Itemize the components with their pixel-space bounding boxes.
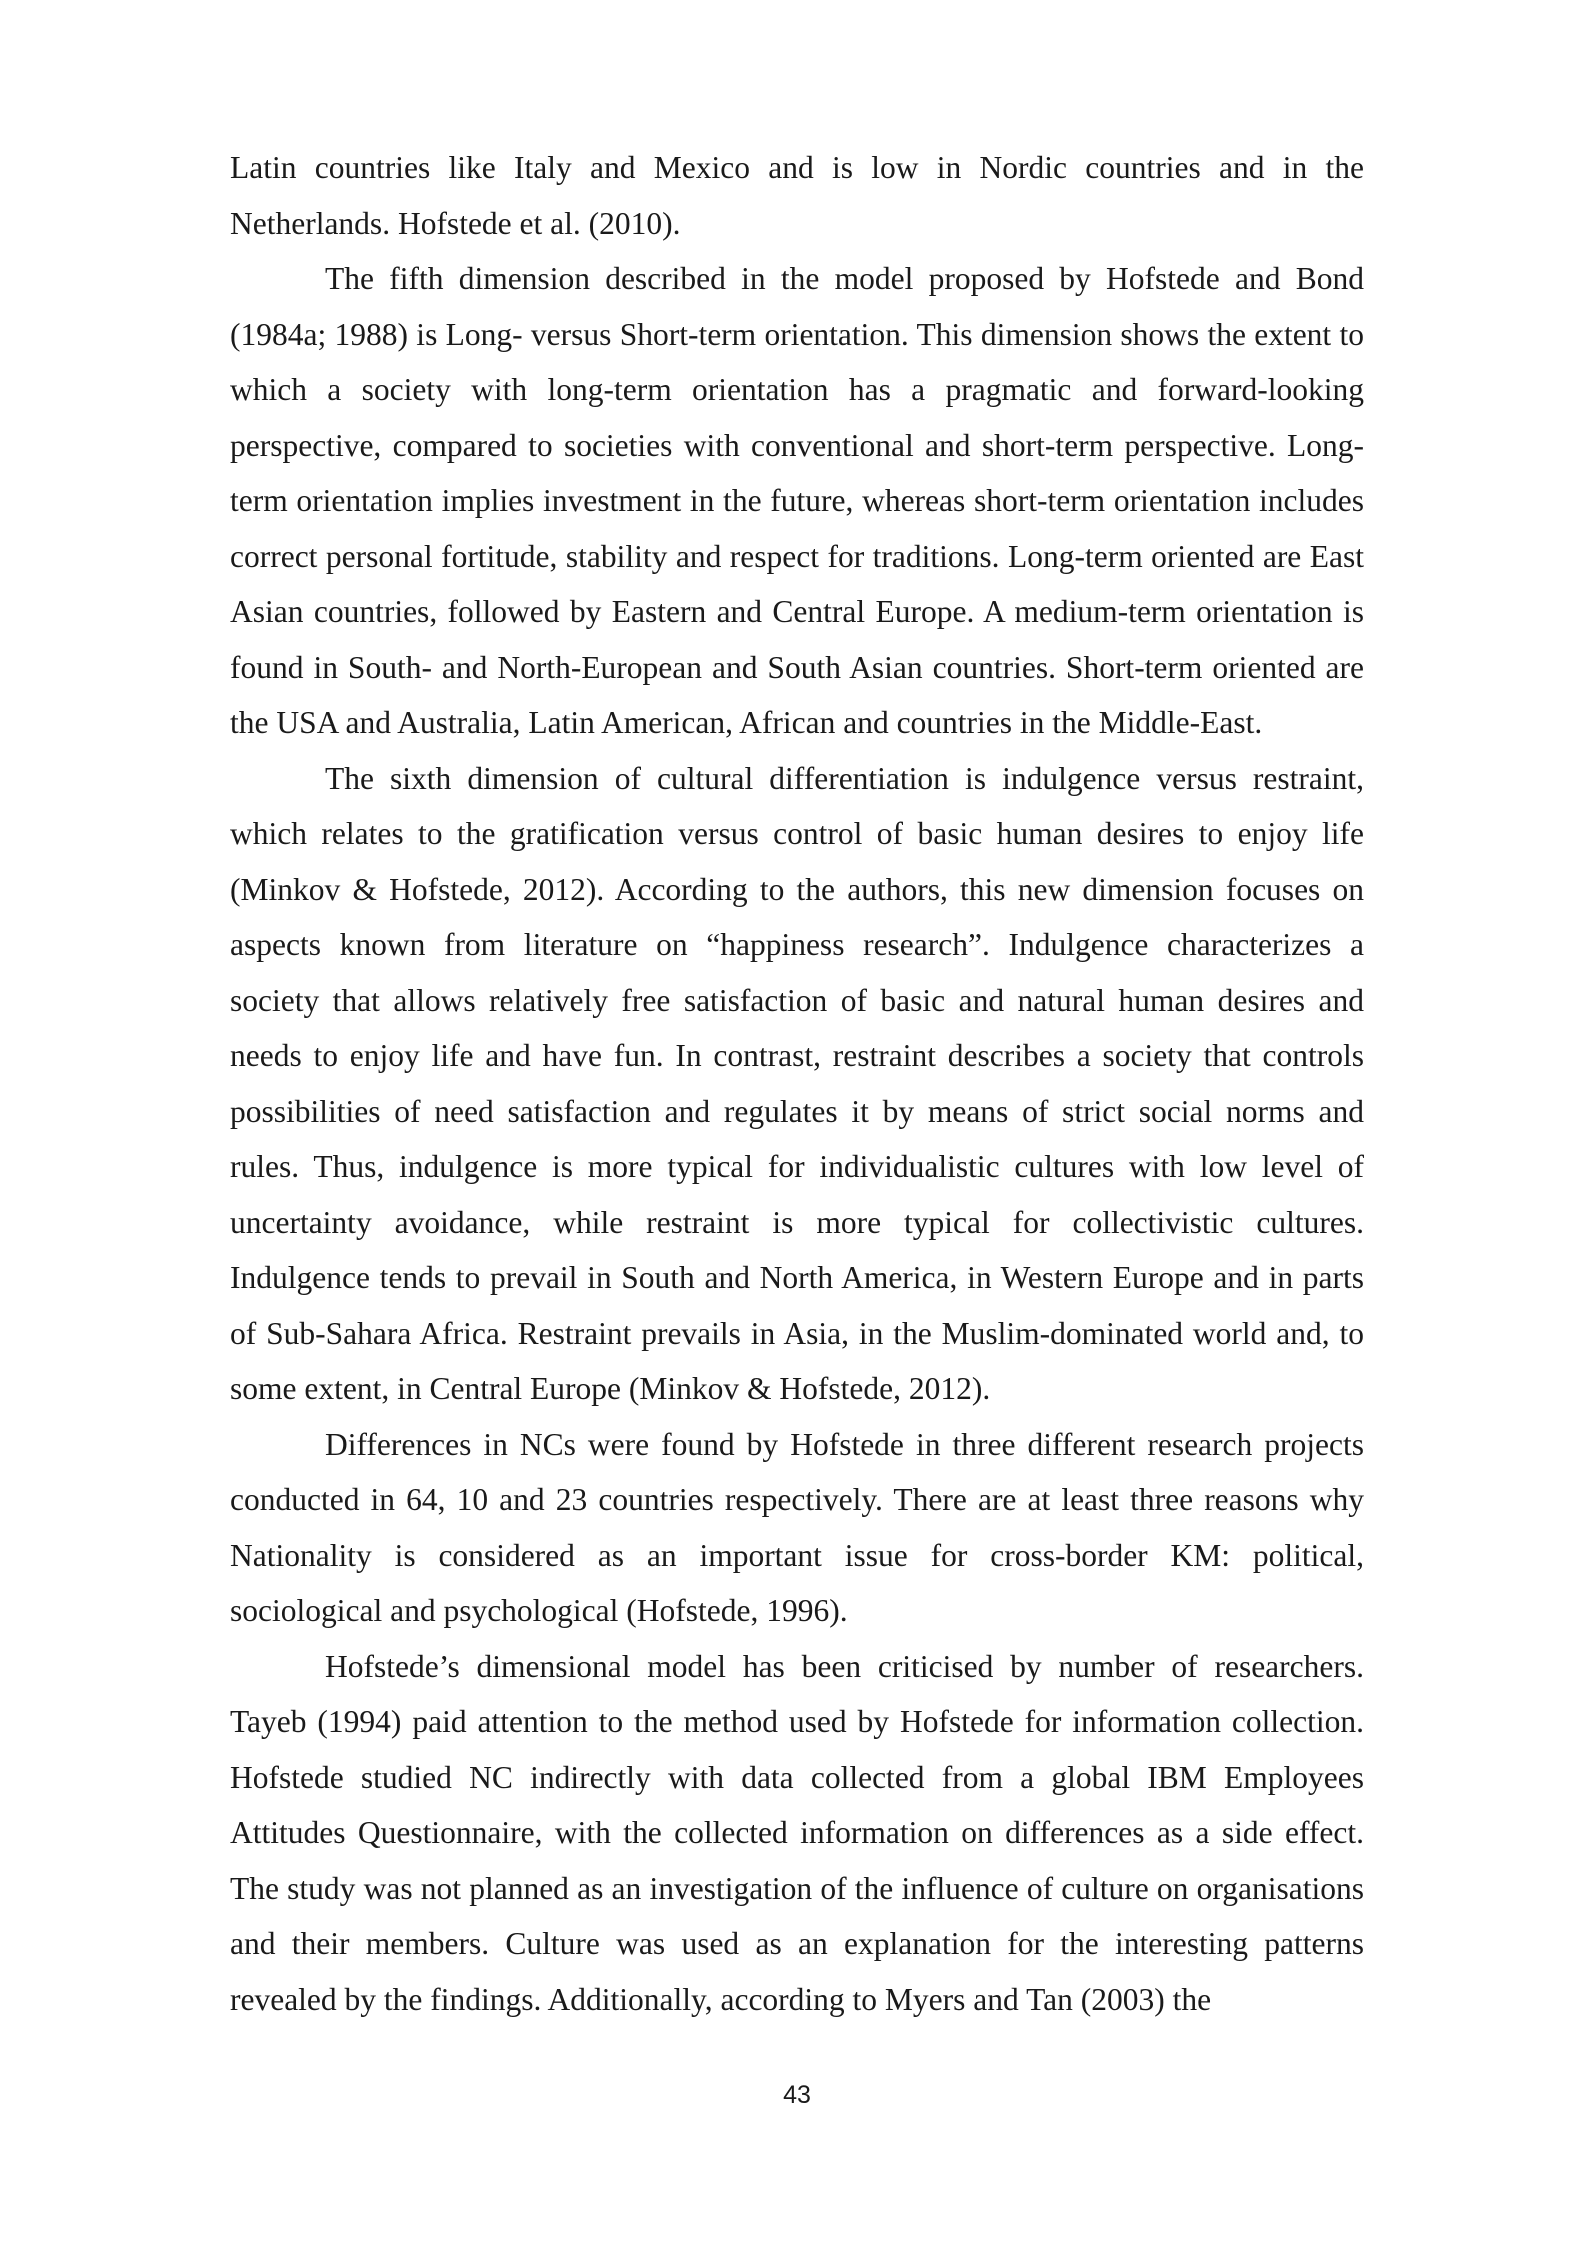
paragraph-nc-differences: Differences in NCs were found by Hofstede in three different research projects conducted in 64, 10 and 23 countries respectively. There are at least three reasons why Nationality is considered as an important issue for cross-border KM: political, sociological and psychological (Hofstede, 1996). [230,1426,1364,1628]
paragraph-fifth-dimension: The fifth dimension described in the model proposed by Hofstede and Bond (1984a; 1988) is Long- versus Short-term orientation. This dimension shows the extent to which a society with long-term orientation has a pragmatic and forward-looking perspective, compared to societies with conventional and short-term perspective. Long-term orientation implies investment in the future, whereas short-term orientation includes correct personal fortitude, stability and respect for traditions. Long-term oriented are East Asian countries, followed by Eastern and Central Europe. A medium-term orientation is found in South- and North-European and South Asian countries. Short-term oriented are the USA and Australia, Latin American, African and countries in the Middle-East. [230,261,1364,740]
paragraph-criticism: Hofstede’s dimensional model has been criticised by number of researchers. Tayeb (1994) paid attention to the method used by Hofstede for information collection. Hofstede studied NC indirectly with data collected from a global IBM Employees Attitudes Questionnaire, with the collected information on differences as a side effect. The study was not planned as an investigation of the influence of culture on organisations and their members. Culture was used as an explanation for the interesting patterns revealed by the findings. Additionally, according to Myers and Tan (2003) the [230,1648,1364,2017]
paragraph-continuation: Latin countries like Italy and Mexico and is low in Nordic countries and in the Netherlands. Hofstede et al. (2010). [230,150,1364,241]
page-number: 43 [783,2081,811,2109]
page-body [230,140,1364,2027]
paragraph-sixth-dimension: The sixth dimension of cultural differentiation is indulgence versus restraint, which relates to the gratification versus control of basic human desires to enjoy life (Minkov & Hofstede, 2012). According to the authors, this new dimension focuses on aspects known from literature on “happiness research”. Indulgence characterizes a society that allows relatively free satisfaction of basic and natural human desires and needs to enjoy life and have fun. In contrast, restraint describes a society that controls possibilities of need satisfaction and regulates it by means of strict social norms and rules. Thus, indulgence is more typical for individualistic cultures with low level of uncertainty avoidance, while restraint is more typical for collectivistic cultures. Indulgence tends to prevail in South and North America, in Western Europe and in parts of Sub-Sahara Africa. Restraint prevails in Asia, in the Muslim-dominated world and, to some extent, in Central Europe (Minkov & Hofstede, 2012). [230,760,1364,1406]
